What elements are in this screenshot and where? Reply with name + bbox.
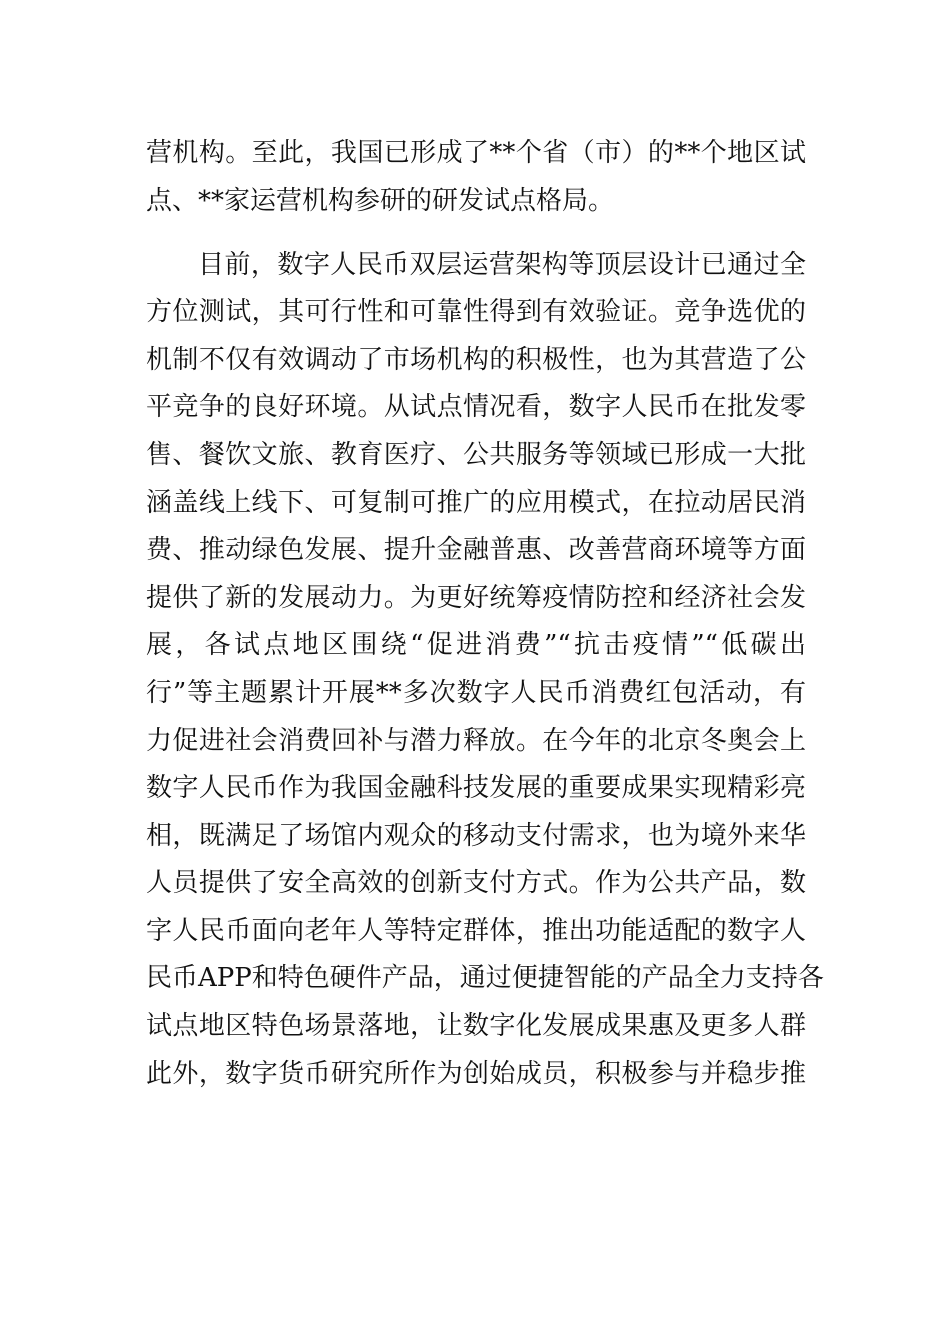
text-line-1: 营机构。至此，我国已形成了**个省（市）的**个地区试: [146, 138, 806, 168]
text-line-17: 字人民币面向老年人等特定群体，推出功能适配的数字人: [146, 916, 806, 946]
text-line-7: 售、餐饮文旅、教育医疗、公共服务等领域已形成一大批: [146, 440, 806, 470]
text-line-10: 提供了新的发展动力。为更好统筹疫情防控和经济社会发: [146, 583, 806, 613]
text-line-2: 点、**家运营机构参研的研发试点格局。: [146, 186, 615, 216]
text-line-12: 行”等主题累计开展**多次数字人民币消费红包活动，有: [146, 678, 806, 708]
text-line-16: 人员提供了安全高效的创新支付方式。作为公共产品，数: [146, 868, 806, 898]
text-line-14: 数字人民币作为我国金融科技发展的重要成果实现精彩亮: [146, 773, 806, 803]
text-line-9: 费、推动绿色发展、提升金融普惠、改善营商环境等方面: [146, 535, 806, 565]
text-line-18: 民币APP和特色硬件产品，通过便捷智能的产品全力支持各: [146, 963, 824, 993]
text-line-4: 方位测试，其可行性和可靠性得到有效验证。竞争选优的: [146, 297, 806, 327]
text-line-8: 涵盖线上线下、可复制可推广的应用模式，在拉动居民消: [146, 488, 806, 518]
text-line-6: 平竞争的良好环境。从试点情况看，数字人民币在批发零: [146, 392, 806, 422]
text-line-11: 展，各试点地区围绕“促进消费”“抗击疫情”“低碳出: [146, 630, 806, 660]
text-line-20: 此外，数字货币研究所作为创始成员，积极参与并稳步推: [146, 1059, 806, 1089]
paragraph-start-line: 目前，数字人民币双层运营架构等顶层设计已通过全: [198, 250, 806, 280]
text-line-15: 相，既满足了场馆内观众的移动支付需求，也为境外来华: [146, 821, 806, 851]
text-line-5: 机制不仅有效调动了市场机构的积极性，也为其营造了公: [146, 345, 806, 375]
text-line-13: 力促进社会消费回补与潜力释放。在今年的北京冬奥会上: [146, 726, 806, 756]
text-line-19: 试点地区特色场景落地，让数字化发展成果惠及更多人群: [146, 1011, 806, 1041]
